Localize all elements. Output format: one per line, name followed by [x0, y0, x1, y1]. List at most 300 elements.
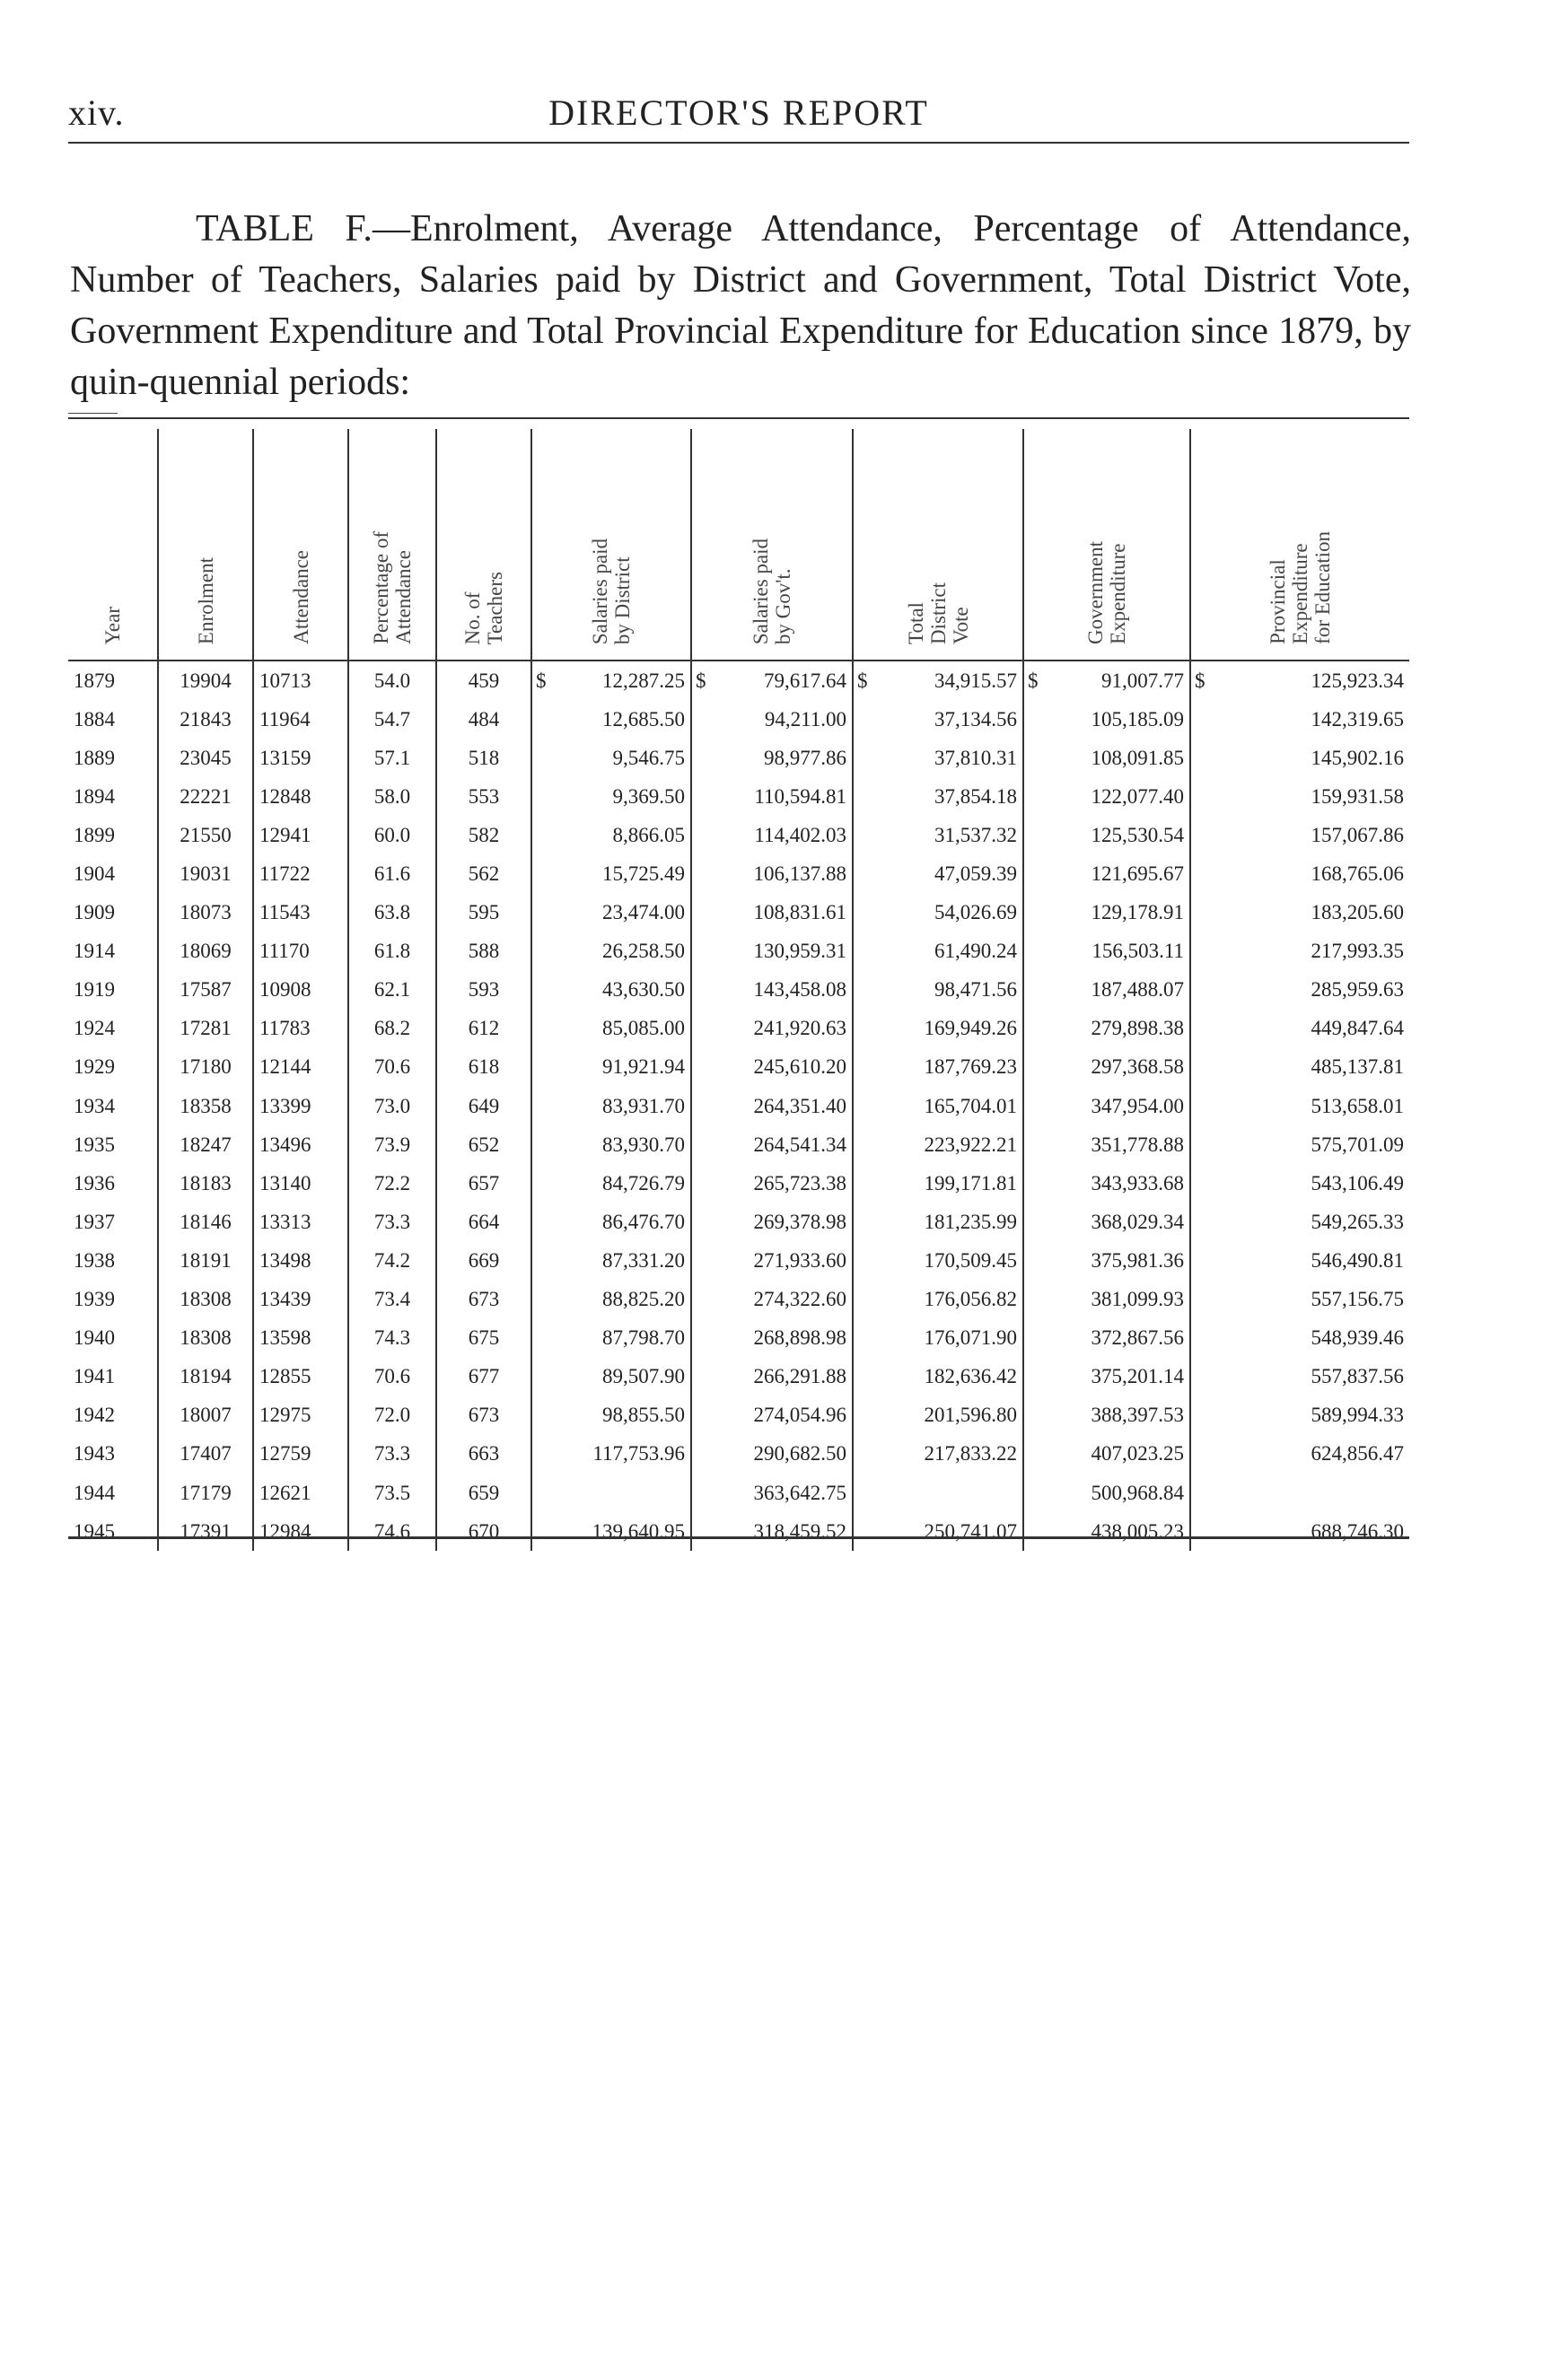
table-cell — [253, 1396, 348, 1435]
table-cell — [436, 1396, 531, 1435]
cell-value: 449,847.64 — [1311, 1017, 1404, 1040]
column-header-label: Provincial Expenditure for Education — [1267, 531, 1334, 644]
cell-value: 8,866.05 — [612, 823, 685, 846]
cell-value: 17407 — [180, 1442, 232, 1466]
table-cell — [531, 777, 691, 816]
table-cell — [1190, 739, 1409, 777]
table-cell — [158, 777, 253, 816]
table-row — [68, 1048, 1409, 1087]
table-cell — [1023, 816, 1190, 854]
table-cell — [253, 1358, 348, 1396]
cell-value: 54.0 — [373, 669, 411, 692]
table-cell — [531, 1048, 691, 1087]
cell-value: 557,837.56 — [1311, 1365, 1404, 1388]
table-cell — [158, 1435, 253, 1474]
table-cell — [1190, 894, 1409, 932]
table-cell — [348, 1512, 436, 1551]
cell-value: 74.2 — [373, 1248, 411, 1272]
cell-value: 593 — [468, 978, 500, 1002]
cell-value: 279,898.38 — [1091, 1017, 1184, 1040]
cell-value: 61,490.24 — [934, 940, 1017, 963]
table-cell — [253, 1125, 348, 1164]
cell-value: 106,137.88 — [753, 862, 846, 886]
page-number: xiv. — [68, 92, 125, 133]
table-cell — [158, 894, 253, 932]
cell-value: 12975 — [259, 1404, 311, 1427]
cell-value: 274,322.60 — [753, 1288, 846, 1311]
table-cell — [531, 1281, 691, 1319]
table-cell — [68, 1048, 158, 1087]
table-cell — [691, 1396, 853, 1435]
table-caption-lead: TABLE F. — [196, 208, 373, 249]
table-cell — [853, 1474, 1023, 1512]
cell-value: 264,541.34 — [753, 1133, 846, 1156]
table-cell — [348, 1474, 436, 1512]
column-header — [691, 429, 853, 661]
cell-value: 74.6 — [373, 1519, 411, 1543]
cell-value: 17180 — [180, 1055, 232, 1079]
cell-value: 11964 — [259, 707, 311, 731]
table-cell — [691, 1203, 853, 1241]
cell-value: 31,537.32 — [934, 823, 1017, 846]
cell-value: 201,596.80 — [924, 1404, 1017, 1427]
table-cell — [436, 1203, 531, 1241]
cell-value: 88,825.20 — [602, 1288, 685, 1311]
cell-value: 23045 — [180, 746, 232, 769]
table-cell — [436, 700, 531, 739]
table-body — [68, 661, 1409, 1551]
table-cell — [158, 1319, 253, 1358]
cell-value: 18308 — [180, 1288, 232, 1311]
cell-value: 73.5 — [373, 1481, 411, 1504]
table-cell — [68, 971, 158, 1010]
table-cell — [253, 700, 348, 739]
table-cell — [1023, 739, 1190, 777]
cell-value: 18069 — [180, 940, 232, 963]
table-cell — [158, 739, 253, 777]
column-header-label: Percentage of Attendance — [370, 531, 415, 644]
table-cell — [1190, 777, 1409, 816]
table-cell — [1023, 1164, 1190, 1203]
cell-value: 543,106.49 — [1311, 1171, 1404, 1194]
table-cell — [853, 1203, 1023, 1241]
cell-value: 199,171.81 — [924, 1171, 1017, 1194]
table-cell — [691, 1512, 853, 1551]
cell-value: 1938 — [74, 1248, 115, 1272]
table-cell — [68, 1512, 158, 1551]
table-cell — [436, 1164, 531, 1203]
cell-value: 54.7 — [373, 707, 411, 731]
currency-symbol: $ — [857, 669, 868, 692]
cell-value: 176,071.90 — [924, 1326, 1017, 1350]
cell-value: 500,968.84 — [1091, 1481, 1184, 1504]
table-cell — [691, 700, 853, 739]
cell-value: 664 — [468, 1210, 500, 1233]
cell-value: 372,867.56 — [1091, 1326, 1184, 1350]
cell-value: 1889 — [74, 746, 115, 769]
table-cell — [436, 1358, 531, 1396]
cell-value: 91,921.94 — [602, 1055, 685, 1079]
table-cell — [436, 1281, 531, 1319]
cell-value: 546,490.81 — [1311, 1248, 1404, 1272]
cell-value: 669 — [468, 1248, 500, 1272]
table-cell — [68, 1474, 158, 1512]
table-cell — [68, 661, 158, 700]
cell-value: 1942 — [74, 1404, 115, 1427]
table-cell — [436, 894, 531, 932]
cell-value: 98,855.50 — [602, 1404, 685, 1427]
table-cell — [158, 816, 253, 854]
table-cell — [253, 1474, 348, 1512]
table-cell — [253, 661, 348, 700]
cell-value: 250,741.07 — [924, 1519, 1017, 1543]
table-row — [68, 854, 1409, 893]
cell-value: 1934 — [74, 1094, 115, 1117]
table-cell — [348, 894, 436, 932]
table-cell — [691, 816, 853, 854]
cell-value: 13498 — [259, 1248, 311, 1272]
cell-value: 83,930.70 — [602, 1133, 685, 1156]
table-cell — [436, 1241, 531, 1280]
table-cell — [158, 1048, 253, 1087]
table-cell — [68, 1203, 158, 1241]
table-cell — [853, 816, 1023, 854]
table-cell — [253, 894, 348, 932]
cell-value: 83,931.70 — [602, 1094, 685, 1117]
cell-value: 79,617.64 — [764, 669, 846, 692]
cell-value: 11170 — [259, 940, 310, 963]
cell-value: 9,369.50 — [612, 784, 685, 808]
cell-value: 12621 — [259, 1481, 311, 1504]
table-row — [68, 1474, 1409, 1512]
cell-value: 12855 — [259, 1365, 311, 1388]
cell-value: 19904 — [180, 669, 232, 692]
table-cell — [531, 1435, 691, 1474]
table-cell — [348, 971, 436, 1010]
table-cell — [253, 1203, 348, 1241]
cell-value: 43,630.50 — [602, 978, 685, 1002]
currency-symbol: $ — [536, 669, 547, 692]
cell-value: 122,077.40 — [1091, 784, 1184, 808]
cell-value: 624,856.47 — [1311, 1442, 1404, 1466]
cell-value: 70.6 — [373, 1055, 411, 1079]
table-cell — [853, 1010, 1023, 1048]
table-cell — [1023, 1512, 1190, 1551]
table-cell — [1023, 1010, 1190, 1048]
table-cell — [158, 1125, 253, 1164]
table-cell — [691, 777, 853, 816]
cell-value: 87,331.20 — [602, 1248, 685, 1272]
table-cell — [1023, 1396, 1190, 1435]
table-cell — [1190, 1358, 1409, 1396]
table-row — [68, 1010, 1409, 1048]
table-row — [68, 1203, 1409, 1241]
table-cell — [348, 1010, 436, 1048]
currency-symbol: $ — [1028, 669, 1039, 692]
cell-value: 1879 — [74, 669, 115, 692]
column-header-label: Salaries paid by Gov't. — [750, 538, 794, 644]
table-cell — [68, 1125, 158, 1164]
table-cell — [253, 1435, 348, 1474]
table-cell — [68, 1358, 158, 1396]
table-cell — [348, 854, 436, 893]
table-cell — [691, 1435, 853, 1474]
cell-value: 165,704.01 — [924, 1094, 1017, 1117]
table-cell — [158, 1164, 253, 1203]
column-header — [1190, 429, 1409, 661]
table-cell — [1190, 1125, 1409, 1164]
table-cell — [436, 854, 531, 893]
table-cell — [253, 1512, 348, 1551]
table-cell — [1190, 1241, 1409, 1280]
cell-value: 12941 — [259, 823, 311, 846]
table-cell — [253, 1010, 348, 1048]
table-row — [68, 1087, 1409, 1125]
table-cell — [348, 661, 436, 700]
cell-value: 125,530.54 — [1091, 823, 1184, 846]
cell-value: 343,933.68 — [1091, 1171, 1184, 1194]
table-cell — [1190, 854, 1409, 893]
table-cell — [1190, 1203, 1409, 1241]
cell-value: 157,067.86 — [1311, 823, 1404, 846]
cell-value: 142,319.65 — [1311, 707, 1404, 731]
cell-value: 595 — [468, 901, 500, 924]
table-cell — [531, 1319, 691, 1358]
cell-value: 73.0 — [373, 1094, 411, 1117]
cell-value: 13399 — [259, 1094, 311, 1117]
page-header — [68, 90, 1409, 144]
table-cell — [531, 1396, 691, 1435]
cell-value: 187,488.07 — [1091, 978, 1184, 1002]
cell-value: 368,029.34 — [1091, 1210, 1184, 1233]
table-row — [68, 894, 1409, 932]
table-cell — [68, 700, 158, 739]
table-cell — [691, 1281, 853, 1319]
cell-value: 23,474.00 — [602, 901, 685, 924]
table-row — [68, 1358, 1409, 1396]
cell-value: 266,291.88 — [753, 1365, 846, 1388]
table-cell — [853, 1396, 1023, 1435]
table-cell — [436, 1319, 531, 1358]
cell-value: 1943 — [74, 1442, 115, 1466]
cell-value: 518 — [468, 746, 500, 769]
running-title: DIRECTOR'S REPORT — [548, 92, 929, 133]
table-cell — [68, 739, 158, 777]
table-top-rule — [68, 417, 1409, 419]
cell-value: 11783 — [259, 1017, 311, 1040]
cell-value: 108,831.61 — [753, 901, 846, 924]
table-cell — [436, 1048, 531, 1087]
table-cell — [1190, 1435, 1409, 1474]
cell-value: 618 — [468, 1055, 500, 1079]
cell-value: 13439 — [259, 1288, 311, 1311]
table-row — [68, 1512, 1409, 1551]
cell-value: 72.2 — [373, 1171, 411, 1194]
table-cell — [158, 1087, 253, 1125]
table-cell — [68, 1319, 158, 1358]
column-header — [531, 429, 691, 661]
cell-value: 265,723.38 — [753, 1171, 846, 1194]
table-cell — [691, 1087, 853, 1125]
table-cell — [436, 1474, 531, 1512]
table-row — [68, 700, 1409, 739]
table-cell — [436, 932, 531, 971]
table-cell — [158, 1512, 253, 1551]
cell-value: 145,902.16 — [1311, 746, 1404, 769]
table-row — [68, 816, 1409, 854]
cell-value: 652 — [468, 1133, 500, 1156]
cell-value: 63.8 — [373, 901, 411, 924]
cell-value: 139,640.95 — [592, 1519, 685, 1543]
table-cell — [1190, 932, 1409, 971]
cell-value: 285,959.63 — [1311, 978, 1404, 1002]
cell-value: 21550 — [180, 823, 232, 846]
cell-value: 675 — [468, 1326, 500, 1350]
table-cell — [158, 932, 253, 971]
table-cell — [1023, 777, 1190, 816]
table-cell — [691, 1048, 853, 1087]
table-cell — [436, 1125, 531, 1164]
table-row — [68, 1164, 1409, 1203]
cell-value: 351,778.88 — [1091, 1133, 1184, 1156]
column-header — [253, 429, 348, 661]
table-cell — [853, 1164, 1023, 1203]
cell-value: 18247 — [180, 1133, 232, 1156]
cell-value: 60.0 — [373, 823, 411, 846]
cell-value: 217,993.35 — [1311, 940, 1404, 963]
cell-value: 1909 — [74, 901, 115, 924]
cell-value: 459 — [468, 669, 500, 692]
table-cell — [691, 854, 853, 893]
table-cell — [531, 739, 691, 777]
table-cell — [531, 854, 691, 893]
cell-value: 61.8 — [373, 940, 411, 963]
cell-value: 91,007.77 — [1101, 669, 1184, 692]
cell-value: 73.9 — [373, 1133, 411, 1156]
table-row — [68, 971, 1409, 1010]
cell-value: 37,854.18 — [934, 784, 1017, 808]
cell-value: 663 — [468, 1442, 500, 1466]
table-cell — [348, 739, 436, 777]
cell-value: 129,178.91 — [1091, 901, 1184, 924]
table-cell — [691, 894, 853, 932]
cell-value: 156,503.11 — [1091, 940, 1184, 963]
table-cell — [348, 932, 436, 971]
table-cell — [853, 1358, 1023, 1396]
cell-value: 21843 — [180, 707, 232, 731]
cell-value: 1899 — [74, 823, 115, 846]
table-cell — [348, 777, 436, 816]
table-cell — [691, 661, 853, 700]
cell-value: 18194 — [180, 1365, 232, 1388]
cell-value: 381,099.93 — [1091, 1288, 1184, 1311]
cell-value: 657 — [468, 1171, 500, 1194]
cell-value: 557,156.75 — [1311, 1288, 1404, 1311]
table-row — [68, 1435, 1409, 1474]
cell-value: 17281 — [180, 1017, 232, 1040]
cell-value: 57.1 — [373, 746, 411, 769]
cell-value: 37,810.31 — [934, 746, 1017, 769]
table-cell — [158, 854, 253, 893]
table-cell — [1023, 1319, 1190, 1358]
cell-value: 182,636.42 — [924, 1365, 1017, 1388]
table-cell — [348, 1164, 436, 1203]
table-row — [68, 932, 1409, 971]
table-cell — [691, 1164, 853, 1203]
table-cell — [68, 894, 158, 932]
table-cell — [1190, 1048, 1409, 1087]
table-cell — [253, 1319, 348, 1358]
cell-value: 98,471.56 — [934, 978, 1017, 1002]
cell-value: 11543 — [259, 901, 311, 924]
cell-value: 1945 — [74, 1519, 115, 1543]
table-cell — [1023, 1474, 1190, 1512]
cell-value: 388,397.53 — [1091, 1404, 1184, 1427]
table-cell — [853, 1125, 1023, 1164]
table-cell — [531, 1087, 691, 1125]
table-row — [68, 1319, 1409, 1358]
cell-value: 10713 — [259, 669, 311, 692]
table-cell — [531, 1010, 691, 1048]
cell-value: 407,023.25 — [1091, 1442, 1184, 1466]
cell-value: 673 — [468, 1404, 500, 1427]
table-cell — [253, 1048, 348, 1087]
table-cell — [253, 739, 348, 777]
cell-value: 108,091.85 — [1091, 746, 1184, 769]
table-cell — [1023, 932, 1190, 971]
table-cell — [158, 1358, 253, 1396]
cell-value: 10908 — [259, 978, 311, 1002]
cell-value: 13496 — [259, 1133, 311, 1156]
cell-value: 1904 — [74, 862, 115, 886]
cell-value: 9,546.75 — [612, 746, 685, 769]
table-cell — [436, 816, 531, 854]
table-cell — [253, 816, 348, 854]
cell-value: 18358 — [180, 1094, 232, 1117]
cell-value: 170,509.45 — [924, 1248, 1017, 1272]
table-cell — [853, 854, 1023, 893]
table-cell — [531, 894, 691, 932]
table-cell — [348, 1319, 436, 1358]
cell-value: 670 — [468, 1519, 500, 1543]
cell-value: 264,351.40 — [753, 1094, 846, 1117]
cell-value: 1884 — [74, 707, 115, 731]
column-header — [853, 429, 1023, 661]
cell-value: 575,701.09 — [1311, 1133, 1404, 1156]
table-cell — [253, 1087, 348, 1125]
cell-value: 86,476.70 — [602, 1210, 685, 1233]
cell-value: 13313 — [259, 1210, 311, 1233]
table-cell — [531, 1203, 691, 1241]
cell-value: 54,026.69 — [934, 901, 1017, 924]
table-cell — [1190, 1281, 1409, 1319]
table-cell — [1190, 1010, 1409, 1048]
column-header-label: Enrolment — [194, 556, 217, 644]
short-rule — [68, 413, 118, 414]
cell-value: 13140 — [259, 1171, 311, 1194]
cell-value: 588 — [468, 940, 500, 963]
cell-value: 85,085.00 — [602, 1017, 685, 1040]
cell-value: 26,258.50 — [602, 940, 685, 963]
cell-value: 1894 — [74, 784, 115, 808]
cell-value: 130,959.31 — [753, 940, 846, 963]
cell-value: 269,378.98 — [753, 1210, 846, 1233]
table-cell — [348, 1087, 436, 1125]
table-row — [68, 777, 1409, 816]
table-cell — [1023, 894, 1190, 932]
table-cell — [1190, 661, 1409, 700]
cell-value: 1940 — [74, 1326, 115, 1350]
